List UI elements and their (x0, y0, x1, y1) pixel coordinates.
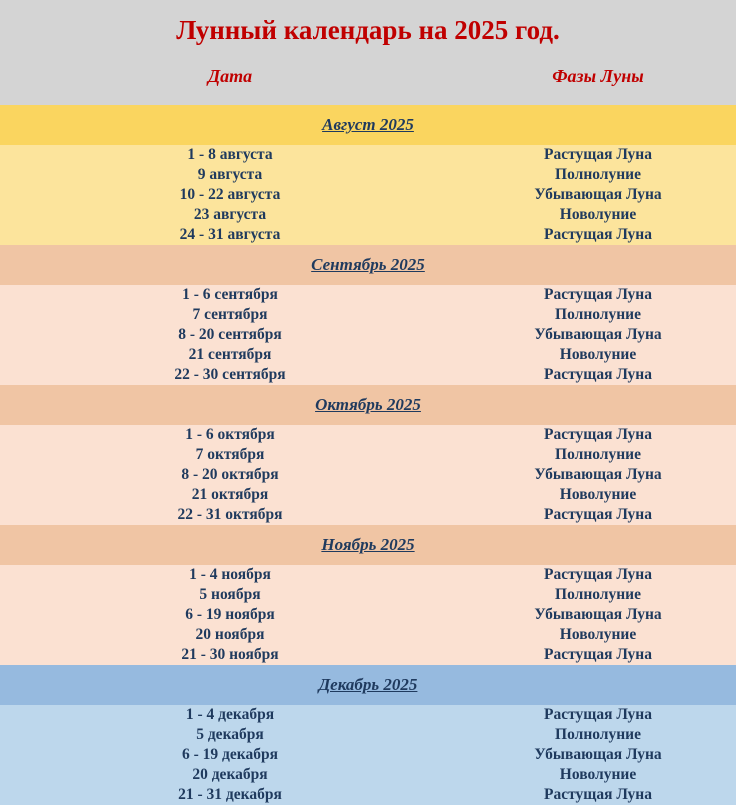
table-row (0, 785, 736, 805)
table-row (0, 745, 736, 765)
month-band-november (0, 525, 736, 565)
phase-cell: Полнолуние (555, 306, 641, 323)
table-row (0, 765, 736, 785)
table-row (0, 425, 736, 445)
table-row (0, 225, 736, 245)
table-row (0, 485, 736, 505)
date-cell: 9 августа (197, 166, 263, 183)
table-row (0, 605, 736, 625)
date-cell: 1 - 6 сентября (182, 286, 278, 303)
table-row (0, 645, 736, 665)
date-cell: 21 - 30 ноября (181, 646, 279, 663)
month-section-august (0, 105, 736, 245)
month-title: Сентябрь 2025 (311, 255, 425, 274)
month-rows-november (0, 565, 736, 665)
date-cell: 8 - 20 сентября (178, 326, 282, 343)
column-headers-row (0, 66, 736, 87)
table-row (0, 285, 736, 305)
date-cell: 7 сентября (192, 306, 268, 323)
phase-cell: Новолуние (559, 486, 637, 503)
phase-cell: Полнолуние (555, 446, 641, 463)
date-cell: 22 - 31 октября (177, 506, 283, 523)
table-row (0, 345, 736, 365)
month-section-october (0, 385, 736, 525)
phase-cell: Растущая Луна (544, 426, 652, 443)
date-cell: 21 октября (191, 486, 269, 503)
table-row (0, 305, 736, 325)
table-row (0, 505, 736, 525)
month-title: Декабрь 2025 (318, 675, 418, 694)
phase-cell: Растущая Луна (544, 566, 652, 583)
month-section-november (0, 525, 736, 665)
date-cell: 6 - 19 декабря (182, 746, 278, 763)
table-row (0, 625, 736, 645)
table-row (0, 165, 736, 185)
phase-cell: Убывающая Луна (534, 606, 662, 623)
phase-cell: Растущая Луна (544, 226, 652, 243)
phase-cell: Растущая Луна (544, 646, 652, 663)
date-cell: 24 - 31 августа (179, 226, 281, 243)
page-header (0, 0, 736, 105)
phase-cell: Новолуние (559, 766, 637, 783)
date-cell: 1 - 4 декабря (185, 706, 275, 723)
column-header-date: Дата (207, 66, 253, 86)
month-title: Ноябрь 2025 (321, 535, 415, 554)
table-row (0, 145, 736, 165)
date-cell: 1 - 6 октября (185, 426, 275, 443)
date-cell: 23 августа (193, 206, 267, 223)
table-row (0, 185, 736, 205)
month-band-august (0, 105, 736, 145)
month-band-october (0, 385, 736, 425)
date-cell: 1 - 8 августа (187, 146, 273, 163)
month-rows-september (0, 285, 736, 385)
table-row (0, 725, 736, 745)
table-row (0, 325, 736, 345)
phase-cell: Новолуние (559, 626, 637, 643)
date-cell: 7 октября (195, 446, 265, 463)
phase-cell: Убывающая Луна (534, 326, 662, 343)
phase-cell: Новолуние (559, 346, 637, 363)
month-rows-december (0, 705, 736, 805)
phase-cell: Убывающая Луна (534, 186, 662, 203)
phase-cell: Полнолуние (555, 586, 641, 603)
date-cell: 22 - 30 сентября (174, 366, 286, 383)
date-cell: 10 - 22 августа (179, 186, 281, 203)
phase-cell: Растущая Луна (544, 146, 652, 163)
phase-cell: Новолуние (559, 206, 637, 223)
month-band-september (0, 245, 736, 285)
table-row (0, 705, 736, 725)
date-cell: 1 - 4 ноября (189, 566, 271, 583)
phase-cell: Убывающая Луна (534, 746, 662, 763)
phase-cell: Растущая Луна (544, 366, 652, 383)
phase-cell: Растущая Луна (544, 706, 652, 723)
date-cell: 20 декабря (192, 766, 268, 783)
date-cell: 8 - 20 октября (181, 466, 279, 483)
table-row (0, 205, 736, 225)
phase-cell: Растущая Луна (544, 506, 652, 523)
month-title: Октябрь 2025 (315, 395, 421, 414)
phase-cell: Полнолуние (555, 726, 641, 743)
table-row (0, 585, 736, 605)
column-header-phase: Фазы Луны (552, 66, 644, 86)
month-rows-august (0, 145, 736, 245)
phase-cell: Растущая Луна (544, 286, 652, 303)
date-cell: 6 - 19 ноября (185, 606, 275, 623)
table-row (0, 465, 736, 485)
table-row (0, 445, 736, 465)
phase-cell: Полнолуние (555, 166, 641, 183)
page-title: Лунный календарь на 2025 год. (176, 15, 560, 45)
date-cell: 21 - 31 декабря (178, 786, 282, 803)
date-cell: 5 декабря (196, 726, 264, 743)
month-band-december (0, 665, 736, 705)
month-section-december (0, 665, 736, 805)
table-row (0, 565, 736, 585)
date-cell: 21 сентября (188, 346, 272, 363)
table-row (0, 365, 736, 385)
month-title: Август 2025 (322, 115, 414, 134)
phase-cell: Растущая Луна (544, 786, 652, 803)
date-cell: 20 ноября (195, 626, 265, 643)
date-cell: 5 ноября (199, 586, 261, 603)
phase-cell: Убывающая Луна (534, 466, 662, 483)
month-rows-october (0, 425, 736, 525)
month-section-september (0, 245, 736, 385)
